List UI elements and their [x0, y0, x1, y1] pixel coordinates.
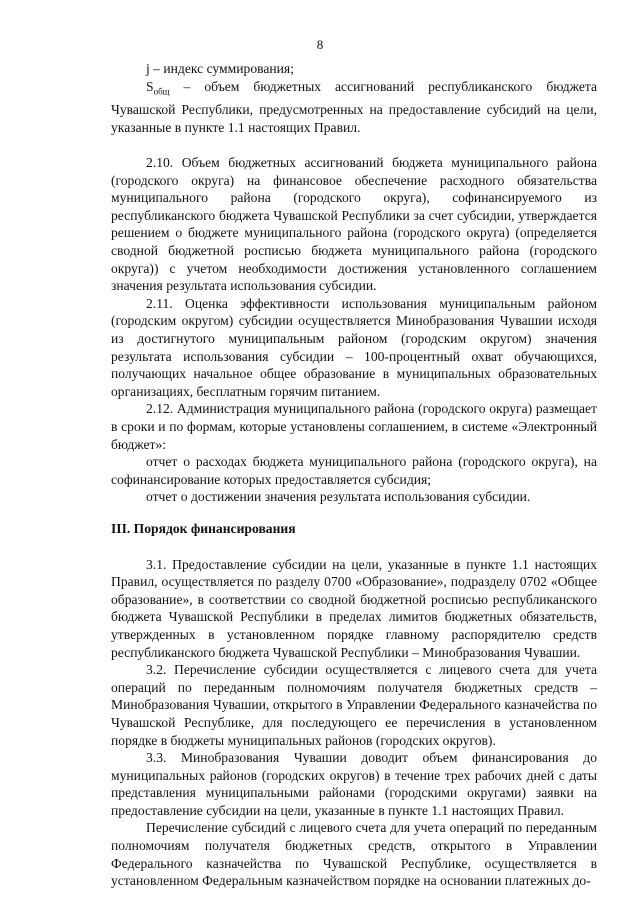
document-body — [111, 60, 597, 890]
paragraph-2-11: 2.11. Оценка эффективности использования муниципальным районом (городским округом) субсидии осуществляется Минобразования Чувашии исходя из достигнутого муниципальным районом (городским округом) значения результата использования субсидии – 100-процентный охват обучающихся, получающих начальное общее образование в муниципальных образовательных организациях, бесплатным горячим питанием. — [111, 295, 597, 399]
spacer — [111, 136, 597, 154]
report-item-expenses: отчет о расходах бюджета муниципального района (городского округа), на софинансирование которых предоставляется субсидия; — [111, 454, 597, 487]
page-number: 8 — [316, 37, 324, 52]
s-total-definition — [111, 78, 597, 137]
s-subscript: общ — [153, 86, 170, 97]
paragraph-3-2: 3.2. Перечисление субсидии осуществляется с лицевого счета для учета операций по переданным полномочиям получателя бюджетных средств – Минобразования Чувашии, открытого в Управлении Федерального казначейства по Чувашской Республике, для последующего ее перечисления в установленном порядке в бюджеты муниципальных районов (городских округов). — [111, 662, 597, 748]
paragraph-3-1: 3.1. Предоставление субсидии на цели, указанные в пункте 1.1 настоящих Правил, осуществляется по разделу 0700 «Образование», подразделу 0702 «Общее образование», в соответствии со сводной бюджетной росписью республиканского бюджета Чувашской Республики в пределах лимитов бюджетных обязательств, утвержденных в установленном порядке главному распорядителю средств республиканского бюджета Чувашской Республики – Минобразования Чувашии. — [111, 556, 597, 660]
paragraph-2-10: 2.10. Объем бюджетных ассигнований бюджета муниципального района (городского округа) на финансовое обеспечение расходного обязательства муниципального района (городского округа), софинансируемого из республиканского бюджета Чувашской Республики за счет субсидии, утверждается решением о бюджете муниципального района (городского округа) (определяется сводной бюджетной росписью бюджета муниципального района (городского округа)) с учетом необходимости достижения установленного соглашением значения результата использования субсидии. — [111, 155, 597, 294]
s-definition-text: – объем бюджетных ассигнований республиканского бюджета Чувашской Республики, предусмотренных на предоставление субсидий на цели, указанные в пункте 1.1 настоящих Правил. — [111, 78, 597, 135]
paragraph-2-12: 2.12. Администрация муниципального района (городского округа) размещает в сроки и по формам, которые установлены соглашением, в системе «Электронный бюджет»: — [111, 401, 597, 452]
report-item-result: отчет о достижении значения результата использования субсидии. — [146, 489, 531, 505]
section-3-heading: III. Порядок финансирования — [111, 520, 296, 536]
paragraph-transfer: Перечисление субсидий с лицевого счета для учета операций по переданным полномочиям получателя бюджетных средств, открытого в Управлении Федерального казначейства по Чувашской Республике, осуществляется в установленном Федеральным казначейством порядке на основании платежных до- — [111, 820, 597, 889]
s-symbol: S — [146, 78, 154, 94]
j-index-line: j – индекс суммирования; — [146, 61, 294, 76]
paragraph-3-3: 3.3. Минобразования Чувашии доводит объем финансирования до муниципальных районов (городских округов) в течение трех рабочих дней с даты представления муниципальными районами (городскими округами) заявки на предоставление субсидии на цели, указанные в пункте 1.1 настоящих Правил. — [111, 750, 597, 818]
